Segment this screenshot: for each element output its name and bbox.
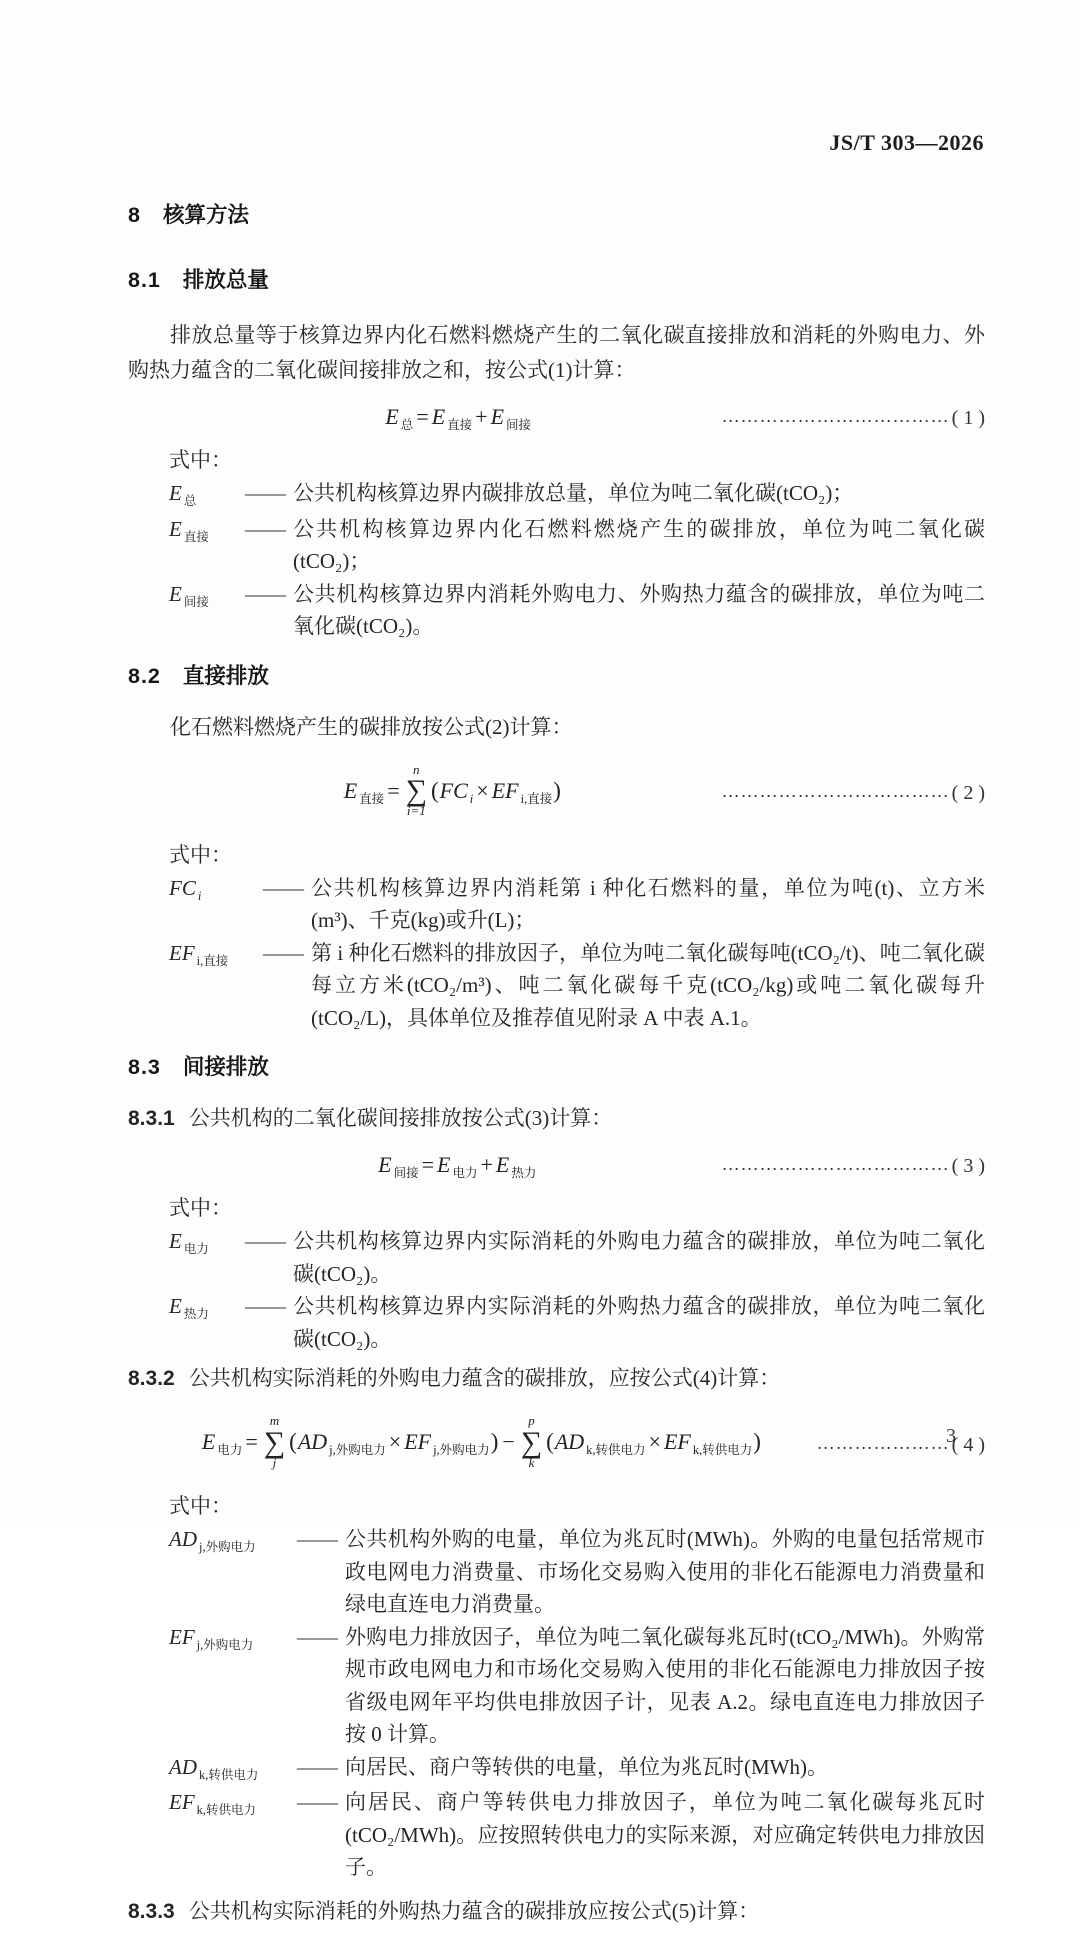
close-paren: ) (753, 1429, 761, 1455)
term-dash: —— (245, 1229, 285, 1253)
term-dash: —— (245, 1294, 285, 1318)
subscript: k,转供电力 (692, 1443, 753, 1458)
term-definition-row (169, 1751, 985, 1787)
times-sign: × (476, 777, 489, 803)
variable: EF (169, 1790, 195, 1814)
formula-1-leader (722, 405, 985, 430)
leader-dots: ……………………………… (721, 781, 950, 801)
term-definition: 公共机构核算边界内消耗外购电力、外购热力蕴含的碳排放，单位为吨二氧化碳(tCO₂)。 (293, 581, 985, 638)
term-definition-row (169, 872, 985, 937)
subscript: 电力 (183, 1242, 209, 1256)
section-number: 8.3 (128, 1055, 161, 1079)
variable: AD (169, 1527, 197, 1551)
subscript: 电力 (217, 1443, 243, 1458)
sum-upper-bound: p (528, 1413, 535, 1429)
variable: E (437, 1152, 451, 1177)
term-symbol (169, 1523, 297, 1559)
formula-4-expression (201, 1413, 762, 1472)
variable: EF (169, 940, 195, 965)
variable: E (169, 516, 182, 541)
subscript: 直接 (447, 418, 473, 432)
term-dash: —— (297, 1754, 337, 1779)
variable: E (385, 404, 399, 429)
sum-lower-bound: k (528, 1454, 535, 1470)
clause-8.3.3 (128, 1894, 985, 1929)
where-label: 式中： (169, 842, 232, 867)
leader-dots: ………………… (816, 1432, 950, 1453)
term-definition: 公共机构外购的电量，单位为兆瓦时(MWh)。外购的电量包括常规市政电网电力消费量、市场化交易购入使用的非化石能源电力消费量和绿电直连电力消费量。 (345, 1527, 985, 1616)
sigma-glyph: ∑ (405, 774, 427, 807)
term-dash: —— (245, 516, 285, 541)
variable: E (169, 581, 182, 606)
term-definition-row (169, 1290, 985, 1355)
leader-dots: ……………………………… (721, 1153, 950, 1174)
clause-number: 8.3.2 (128, 1367, 175, 1390)
subscript: 直接 (183, 529, 209, 544)
open-paren: ( (546, 1429, 554, 1455)
term-definition: 公共机构核算边界内消耗第 i 种化石燃料的量，单位为吨(t)、立方米(m³)、千克(kg)或升(L)； (311, 875, 985, 932)
plus-sign: + (480, 1152, 493, 1177)
close-paren: ) (553, 777, 561, 803)
formula-1-expression (385, 404, 531, 430)
term-dash: —— (263, 940, 303, 965)
section-8.1-heading (128, 263, 985, 294)
subscript: 电力 (452, 1166, 478, 1180)
subscript: 间接 (183, 594, 209, 609)
subscript: i,直接 (196, 953, 229, 968)
term-definition-row (169, 578, 985, 643)
equals-sign: = (245, 1429, 258, 1455)
subscript: k,转供电力 (199, 1767, 259, 1782)
variable: AD (297, 1429, 328, 1455)
variable: EF (404, 1429, 432, 1455)
term-symbol (169, 1621, 297, 1657)
times-sign: × (388, 1429, 402, 1455)
term-symbol (169, 578, 245, 614)
section-number: 8.1 (128, 268, 161, 292)
term-symbol (169, 1786, 297, 1822)
standard-code: JS/T 303—2026 (829, 130, 984, 155)
term-definition-row (169, 1225, 985, 1290)
clause-text: 公共机构实际消耗的外购热力蕴含的碳排放应按公式(5)计算： (188, 1898, 760, 1923)
variable: AD (169, 1754, 197, 1779)
variable: AD (554, 1429, 585, 1455)
clause-text: 公共机构的二氧化碳间接排放按公式(3)计算： (188, 1106, 613, 1130)
variable: E (169, 1229, 182, 1253)
section-title: 直接排放 (182, 663, 269, 688)
formula-3-expression (378, 1152, 536, 1178)
variable: E (378, 1152, 392, 1177)
term-dash: —— (297, 1527, 337, 1551)
formula-1 (128, 396, 985, 438)
term-definition-row (169, 477, 985, 513)
subscript: j,外购电力 (329, 1443, 386, 1458)
variable: E (431, 404, 446, 429)
section-number: 8 (128, 203, 141, 227)
open-paren: ( (431, 777, 439, 803)
term-symbol (169, 477, 245, 513)
subscript: k,转供电力 (586, 1443, 646, 1458)
sum-upper-bound: m (269, 1413, 280, 1429)
subscript: i (197, 888, 202, 903)
subscript: i,直接 (520, 791, 553, 806)
clause-8.3.1 (128, 1101, 985, 1136)
formula-2 (128, 753, 985, 833)
term-symbol (169, 1225, 245, 1261)
variable: EF (491, 777, 519, 803)
variable: FC (169, 875, 196, 900)
variable: E (201, 1429, 216, 1455)
term-definition: 外购电力排放因子，单位为吨二氧化碳每兆瓦时(tCO₂/MWh)。外购常规市政电网电力和市场化交易购入使用的非化石能源电力排放因子按省级电网年平均供电排放因子计，见表 A.2。绿电直连电力排放因子按 0 计算。 (345, 1624, 985, 1746)
term-definition-row (169, 513, 985, 578)
document-body (128, 194, 985, 1933)
definition-list-8.1 (169, 477, 985, 643)
subscript: 热力 (183, 1307, 209, 1321)
page-number: 3 (946, 1425, 956, 1447)
close-paren: ) (490, 1429, 499, 1455)
section-title: 核算方法 (162, 203, 249, 227)
term-definition-row (169, 1621, 985, 1751)
subscript: j,外购电力 (433, 1443, 490, 1458)
sigma-glyph: ∑ (263, 1425, 286, 1459)
variable: E (343, 777, 358, 803)
equals-sign: = (416, 404, 429, 429)
subscript: k,转供电力 (196, 1803, 257, 1817)
variable: E (495, 1152, 510, 1177)
subscript: 间接 (506, 418, 532, 432)
term-definition-row (169, 1523, 985, 1621)
formula-2-leader (722, 780, 985, 805)
summation-symbol (264, 1414, 285, 1470)
term-symbol (169, 1751, 297, 1787)
where-label: 式中： (169, 1196, 232, 1220)
plus-sign: + (475, 404, 488, 429)
paragraph-8.2: 化石燃料燃烧产生的碳排放按公式(2)计算： (170, 714, 573, 739)
term-symbol (169, 872, 263, 908)
section-8.3-heading (128, 1050, 985, 1081)
sum-lower-bound: i=1 (406, 803, 426, 818)
variable: E (169, 1294, 182, 1318)
term-definition: 公共机构核算边界内实际消耗的外购电力蕴含的碳排放，单位为吨二氧化碳(tCO₂)。 (293, 1229, 985, 1286)
term-definition: 第 i 种化石燃料的排放因子，单位为吨二氧化碳每吨(tCO₂/t)、吨二氧化碳每立方米(tCO₂/m³)、吨二氧化碳每千克(tCO₂/kg)或吨二氧化碳每升(tCO₂/L)，具体单位及推荐值见附录 A 中表 A.1。 (311, 940, 985, 1030)
term-symbol (169, 513, 245, 549)
clause-number: 8.3.1 (128, 1107, 175, 1130)
term-symbol (169, 1290, 245, 1326)
section-8-heading (128, 198, 985, 229)
equation-number: ( 1 ) (951, 406, 985, 429)
summation-symbol (406, 763, 427, 819)
sum-lower-bound: j (272, 1454, 277, 1470)
variable: E (169, 481, 182, 505)
summation-symbol (521, 1414, 542, 1470)
subscript: 间接 (393, 1166, 419, 1180)
section-number: 8.2 (128, 663, 161, 688)
term-definition: 向居民、商户等转供的电量，单位为兆瓦时(MWh)。 (345, 1754, 828, 1779)
clause-8.3.2 (128, 1361, 985, 1396)
definition-list-8.2 (169, 872, 985, 1035)
term-dash: —— (263, 875, 303, 900)
equation-number: ( 4 ) (951, 1433, 985, 1456)
equals-sign: = (421, 1152, 435, 1177)
variable: FC (439, 777, 468, 803)
equation-number: ( 2 ) (951, 782, 985, 804)
formula-4-leader (817, 1432, 985, 1457)
equals-sign: = (387, 777, 400, 803)
section-title: 排放总量 (182, 268, 269, 292)
term-dash: —— (297, 1790, 337, 1814)
variable: EF (169, 1624, 195, 1649)
term-dash: —— (245, 581, 285, 606)
section-title: 间接排放 (182, 1055, 269, 1079)
times-sign: × (648, 1429, 661, 1455)
subscript: j,外购电力 (199, 1540, 256, 1554)
leader-dots: ……………………………… (721, 405, 950, 426)
definition-list-8.3.2 (169, 1523, 985, 1884)
formula-2-expression (343, 761, 562, 821)
subscript: 直接 (359, 791, 385, 806)
term-symbol (169, 937, 263, 973)
sum-upper-bound: n (413, 761, 420, 777)
clause-text: 公共机构实际消耗的外购电力蕴含的碳排放，应按公式(4)计算： (188, 1366, 781, 1390)
definition-list-8.3.1 (169, 1225, 985, 1355)
section-8.2-heading (128, 659, 985, 690)
open-paren: ( (289, 1429, 297, 1455)
clause-number: 8.3.3 (128, 1899, 175, 1923)
formula-3 (128, 1144, 985, 1186)
paragraph-8.1: 排放总量等于核算边界内化石燃料燃烧产生的二氧化碳直接排放和消耗的外购电力、外购热力蕴含的二氧化碳间接排放之和，按公式(1)计算： (128, 323, 985, 382)
subscript: 热力 (511, 1166, 537, 1180)
term-definition: 向居民、商户等转供电力排放因子，单位为吨二氧化碳每兆瓦时(tCO₂/MWh)。应按照转供电力的实际来源，对应确定转供电力排放因子。 (345, 1790, 985, 1879)
minus-sign: − (502, 1429, 515, 1455)
term-definition: 公共机构核算边界内碳排放总量，单位为吨二氧化碳(tCO₂)； (293, 481, 854, 505)
formula-3-leader (722, 1153, 985, 1178)
term-definition: 公共机构核算边界内化石燃料燃烧产生的碳排放，单位为吨二氧化碳(tCO₂)； (293, 516, 985, 573)
term-definition-row (169, 1786, 985, 1884)
formula-4 (128, 1404, 985, 1484)
equation-number: ( 3 ) (951, 1154, 985, 1177)
variable: E (490, 404, 505, 429)
term-dash: —— (245, 481, 285, 505)
term-definition-row (169, 937, 985, 1035)
where-label: 式中： (169, 1494, 232, 1518)
where-label: 式中： (169, 448, 232, 472)
term-definition: 公共机构核算边界内实际消耗的外购热力蕴含的碳排放，单位为吨二氧化碳(tCO₂)。 (293, 1294, 985, 1351)
subscript: 总 (400, 418, 414, 432)
subscript: j,外购电力 (196, 1637, 254, 1652)
subscript: i (469, 791, 474, 806)
subscript: 总 (183, 494, 197, 508)
variable: EF (663, 1429, 691, 1455)
term-dash: —— (297, 1624, 337, 1649)
sigma-glyph: ∑ (520, 1425, 543, 1459)
